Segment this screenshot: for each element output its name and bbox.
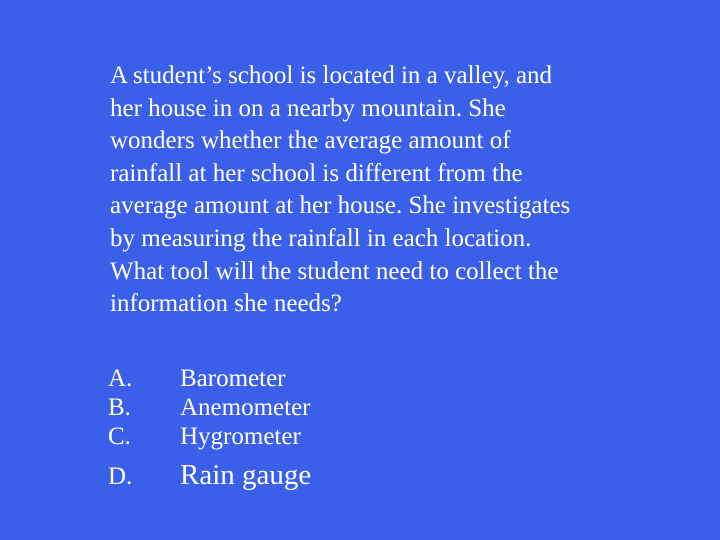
option-letter: A. [108,365,133,392]
option-text: Hygrometer [180,423,301,450]
answer-options [108,364,508,495]
option-text: Anemometer [180,394,311,421]
option-letter: B. [108,394,131,421]
question-line: information she needs? [110,290,342,318]
question-line: wonders whether the average amount of [110,127,511,155]
option-text: Barometer [180,365,286,392]
question-line: What tool will the student need to collect the [110,257,559,285]
question-line: rainfall at her school is different from the [110,159,523,187]
option-text: Rain gauge [180,459,312,491]
question-line: average amount at her house. She investigates [110,192,571,220]
answer-option-b[interactable] [108,393,508,422]
question-text [110,60,650,321]
option-letter: C. [108,423,131,450]
answer-option-c[interactable] [108,422,508,451]
option-letter: D. [108,463,133,490]
question-line: A student’s school is located in a valley, and [110,62,553,89]
answer-option-a[interactable] [108,364,508,393]
answer-option-d[interactable] [108,451,508,495]
question-line: her house in on a nearby mountain. She [110,94,506,122]
question-line: by measuring the rainfall in each location. [110,224,532,252]
